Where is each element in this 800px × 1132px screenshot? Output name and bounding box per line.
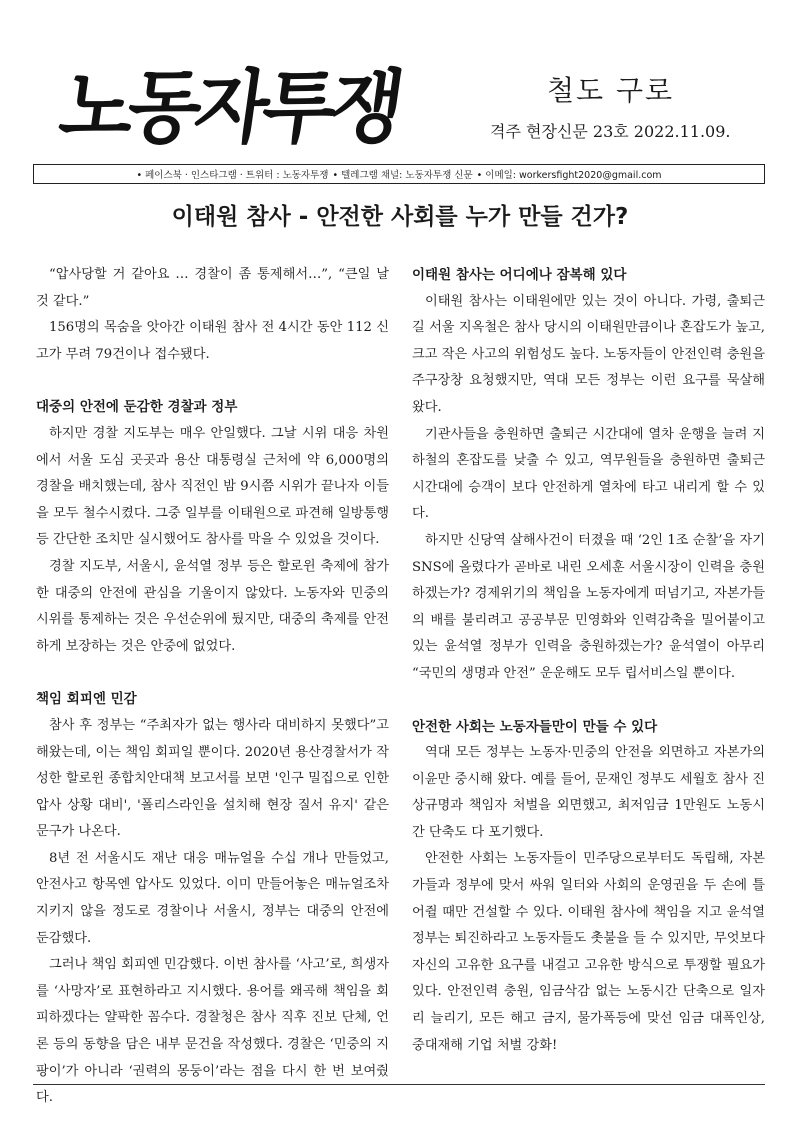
masthead [54,55,750,165]
edition-label: 철도 구로 [547,74,675,107]
social-media-info: • 페이스북 · 인스타그램 · 트위터 : 노동자투쟁 [136,170,329,181]
email-info: • 이메일: workersfight2020@gmail.com [476,170,662,181]
body-paragraph: 기관사들을 충원하면 출퇴근 시간대에 열차 운행을 늘려 지하철의 혼잡도를 낮출 수 있고, 역무원들을 충원하면 출퇴근 시간대에 승객이 보다 안전하게 열차에 타고 내리게 할 수 있다. [412,426,765,522]
telegram-info: • 텔레그램 채널: 노동자투쟁 신문 [332,170,473,181]
body-paragraph: 안전한 사회는 노동자들이 민주당으로부터도 독립해, 자본가들과 정부에 맞서 싸워 일터와 사회의 운영권을 두 손에 틀어쥘 때만 건설할 수 있다. 이태원 참사에 책임을 지고 윤석열 정부는 퇴진하라고 노동자들도 촛불을 들 수 있지만, 무엇보다 자신의 고유한 요구를 내걸고 고유한 방식으로 투쟁할 필요가 있다. 안전인력 충원, 임금삭감 없는 노동시간 단축으로 일자리 늘리기, 모든 해고 금지, 물가폭등에 맞선 임금 대폭인상, 중대재해 기업 처벌 강화! [412,851,765,1053]
section-heading: 이태원 참사는 어디에나 잠복해 있다 [412,267,627,283]
section-heading: 대중의 안전에 둔감한 경찰과 정부 [36,399,238,416]
section-heading: 안전한 사회는 노동자들만이 만들 수 있다 [412,718,658,735]
contact-bar [33,164,765,184]
section-heading: 책임 회피엔 민감 [36,691,137,708]
body-paragraph: 참사 후 정부는 “주최자가 없는 행사라 대비하지 못했다”고 해왔는데, 이는 책임 회피일 뿐이다. 2020년 용산경찰서가 작성한 할로윈 종합치안대책 보고서를 보면 '인구 밀집으로 인한 압사 상황 대비', '폴리스라인을 설치해 현장 질서 유지' 같은 문구가 나온다. [36,717,389,840]
body-paragraph: 하지만 신당역 살해사건이 터졌을 때 ‘2인 1조 순찰’을 자기 SNS에 올렸다가 곧바로 내린 오세훈 서울시장이 인력을 충원하겠는가? 경제위기의 책임을 노동자에게 떠넘기고, 자본가들의 배를 불리려고 공공부문 민영화와 인력감축을 밀어붙이고 있는 윤석열 정부가 인력을 충원하겠는가? 윤석열이 아무리 “국민의 생명과 안전” 운운해도 모두 립서비스일 뿐이다. [412,532,765,681]
body-paragraph: 경찰 지도부, 서울시, 윤석열 정부 등은 할로윈 축제에 참가한 대중의 안전에 관심을 기울이지 않았다. 노동자와 민중의 시위를 통제하는 것은 우선순위에 뒀지만, 대중의 축제를 안전하게 보장하는 것은 안중에 없었다. [36,558,389,654]
intro-quote: “압사당할 거 같아요 … 경찰이 좀 통제해서…”, “큰일 날 것 같다.” [36,267,389,309]
body-paragraph: 이태원 참사는 이태원에만 있는 것이 아니다. 가령, 출퇴근길 서울 지옥철은 참사 당시의 이태원만큼이나 혼잡도가 높고, 크고 작은 사고의 위험성도 높다. 노동자들이 안전인력 충원을 주구장창 요청했지만, 역대 모든 정부는 이런 요구를 묵살해 왔다. [412,293,765,415]
article-headline: 이태원 참사 - 안전한 사회를 누가 만들 건가? [171,204,629,230]
body-paragraph: 역대 모든 정부는 노동자·민중의 안전을 외면하고 자본가의 이윤만 중시해 왔다. 예를 들어, 문재인 정부도 세월호 참사 진상규명과 책임자 처벌을 외면했고, 최저임금 1만원도 노동시간 단축도 다 포기했다. [412,745,765,840]
body-paragraph: 8년 전 서울시도 재난 대응 매뉴얼을 수십 개나 만들었고, 안전사고 항목엔 압사도 있었다. 이미 만들어놓은 매뉴얼조차 지키지 않을 정도로 경찰이나 서울시, 정부는 대중의 안전에 둔감했다. [36,850,389,946]
left-column [36,262,389,1112]
body-paragraph: 하지만 경찰 지도부는 매우 안일했다. 그날 시위 대응 차원에서 서울 도심 곳곳과 용산 대통령실 근처에 약 6,000명의 경찰을 배치했는데, 참사 직전인 밤 9시쯤 시위가 끝나자 이들을 모두 철수시켰다. 그중 일부를 이태원으로 파견해 일방통행 등 간단한 조치만 실시했어도 참사를 막을 수 있었을 것이다. [36,425,389,548]
intro-paragraph: 156명의 목숨을 앗아간 이태원 참사 전 4시간 동안 112 신고가 무려 79건이나 접수됐다. [36,320,389,362]
issue-info: 격주 현장신문 23호 2022.11.09. [490,122,731,141]
right-column [412,262,765,1059]
body-paragraph: 그러나 책임 회피엔 민감했다. 이번 참사를 ‘사고’로, 희생자를 ‘사망자’로 표현하라고 지시했다. 용어를 왜곡해 책임을 회피하겠다는 얄팍한 꼼수다. 경찰청은 참사 직후 진보 단체, 언론 등의 동향을 담은 내부 문건을 작성했다. 경찰은 ‘민중의 지팡이’가 아니라 ‘권력의 몽둥이’라는 점을 다시 한 번 보여줬다. [36,957,389,1106]
footer-divider [33,1084,765,1085]
newspaper-logo: 노동자투쟁 [54,60,405,154]
